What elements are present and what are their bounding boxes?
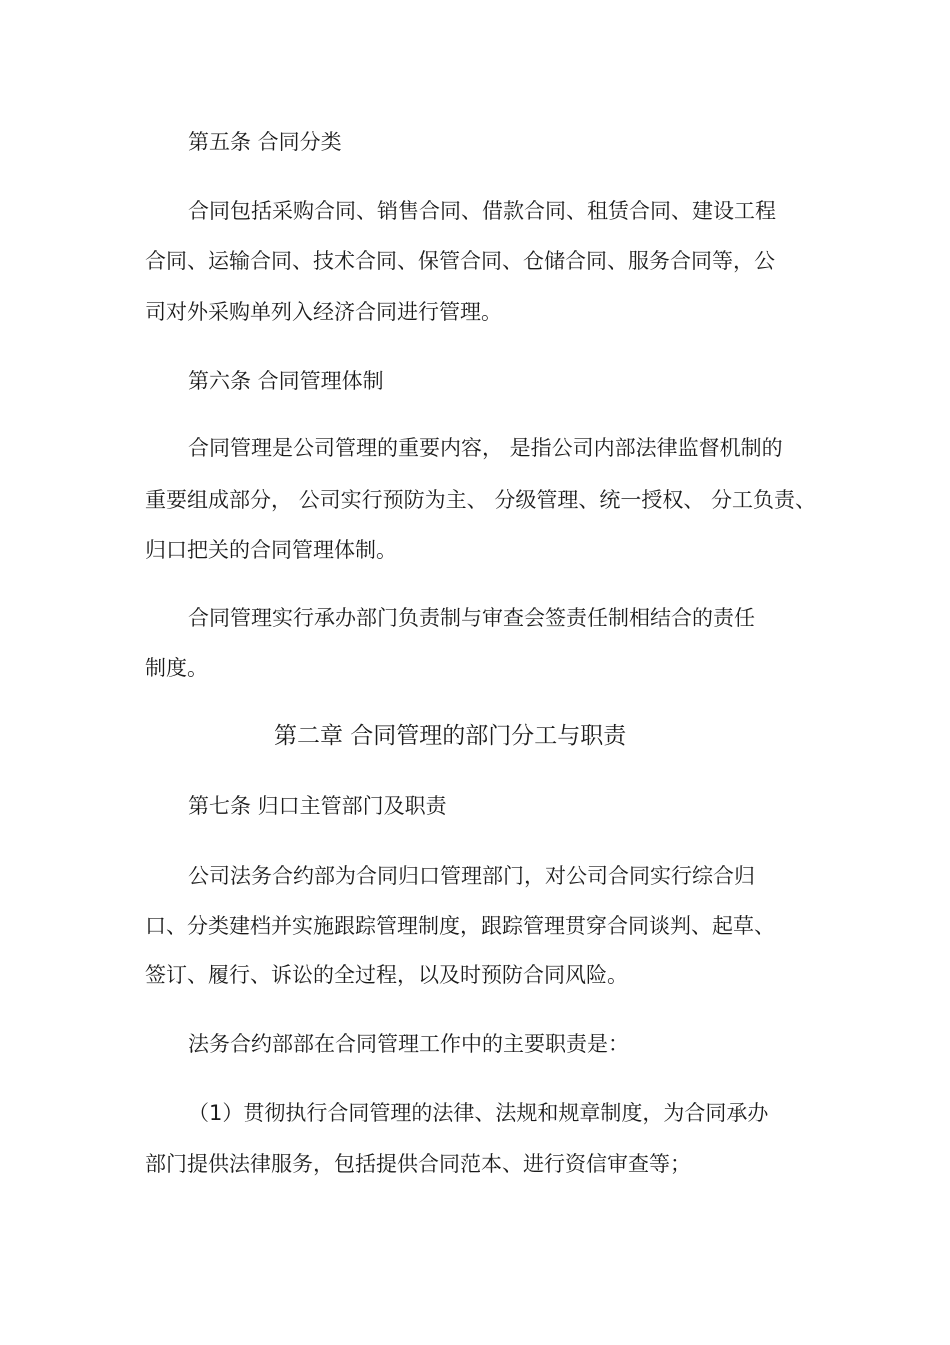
paragraph-line: 合同管理是公司管理的重要内容， 是指公司内部法律监督机制的 [188, 436, 783, 460]
paragraph-line: 制度。 [145, 656, 208, 680]
paragraph-line: 归口把关的合同管理体制。 [145, 538, 397, 562]
paragraph-line: 司对外采购单列入经济合同进行管理。 [145, 300, 502, 324]
article-7-heading: 第七条 归口主管部门及职责 [188, 794, 447, 818]
chapter-2-heading: 第二章 合同管理的部门分工与职责 [274, 723, 627, 749]
article-5-heading: 第五条 合同分类 [188, 130, 342, 154]
paragraph-line: 合同管理实行承办部门负责制与审查会签责任制相结合的责任 [188, 606, 755, 630]
paragraph-line: 部门提供法律服务，包括提供合同范本、进行资信审查等； [145, 1152, 691, 1176]
paragraph-line: 法务合约部部在合同管理工作中的主要职责是： [188, 1032, 629, 1056]
article-6-heading: 第六条 合同管理体制 [188, 369, 384, 393]
paragraph-line: 公司法务合约部为合同归口管理部门，对公司合同实行综合归 [188, 864, 755, 888]
paragraph-line: 重要组成部分， 公司实行预防为主、 分级管理、统一授权、 分工负责、 [145, 488, 817, 512]
paragraph-line: 合同、运输合同、技术合同、保管合同、仓储合同、服务合同等，公 [145, 249, 775, 273]
paragraph-line: （1）贯彻执行合同管理的法律、法规和规章制度，为合同承办 [188, 1101, 769, 1125]
paragraph-line: 合同包括采购合同、销售合同、借款合同、租赁合同、建设工程 [188, 199, 776, 223]
paragraph-line: 口、分类建档并实施跟踪管理制度，跟踪管理贯穿合同谈判、起草、 [145, 914, 775, 938]
paragraph-line: 签订、履行、诉讼的全过程，以及时预防合同风险。 [145, 963, 628, 987]
